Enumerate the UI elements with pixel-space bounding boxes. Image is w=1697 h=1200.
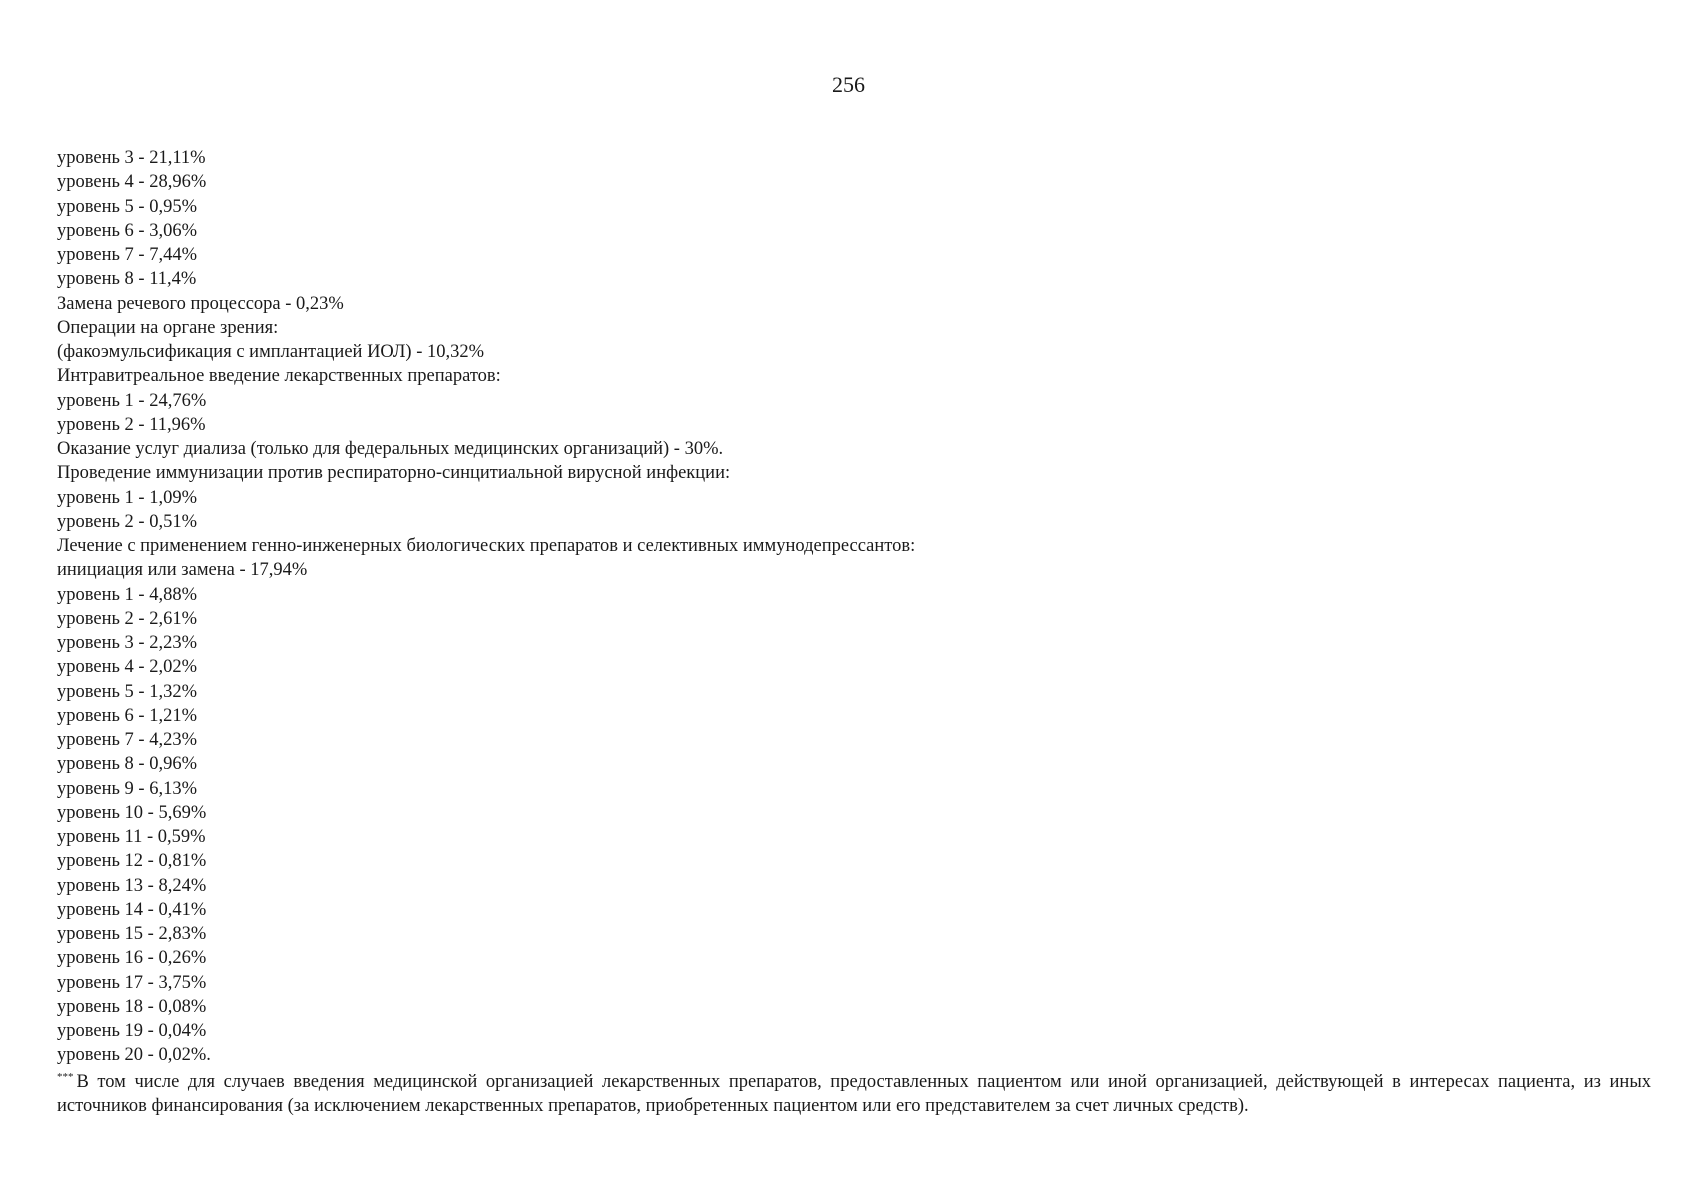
text-line: уровень 5 - 1,32% bbox=[57, 681, 197, 702]
text-line: уровень 16 - 0,26% bbox=[57, 948, 207, 969]
text-line: инициация или замена - 17,94% bbox=[57, 560, 308, 581]
text-line: уровень 4 - 28,96% bbox=[57, 172, 207, 193]
page-number: 256 bbox=[832, 72, 865, 97]
text-line: Оказание услуг диализа (только для федеральных медицинских организаций) - 30%. bbox=[57, 439, 724, 459]
text-line: уровень 2 - 2,61% bbox=[57, 608, 197, 629]
text-line: Лечение с применением генно-инженерных биологических препаратов и селективных иммунодепрессантов: bbox=[57, 536, 916, 556]
text-line: уровень 2 - 0,51% bbox=[57, 511, 197, 532]
text-line: (факоэмульсификация с имплантацией ИОЛ) - 10,32% bbox=[57, 342, 485, 362]
text-line: уровень 8 - 11,4% bbox=[57, 269, 197, 290]
text-line: уровень 2 - 11,96% bbox=[57, 414, 206, 435]
text-line: уровень 11 - 0,59% bbox=[57, 827, 206, 847]
text-line: уровень 7 - 7,44% bbox=[57, 245, 197, 265]
text-lines bbox=[57, 146, 1651, 1068]
text-line: уровень 3 - 21,11% bbox=[57, 148, 206, 168]
text-line: уровень 1 - 1,09% bbox=[57, 487, 197, 508]
text-line: уровень 6 - 1,21% bbox=[57, 705, 197, 726]
text-line: уровень 7 - 4,23% bbox=[57, 730, 197, 750]
text-line: Замена речевого процессора - 0,23% bbox=[57, 293, 344, 314]
text-line: уровень 13 - 8,24% bbox=[57, 875, 207, 896]
text-line: уровень 1 - 4,88% bbox=[57, 584, 197, 605]
text-line: уровень 4 - 2,02% bbox=[57, 657, 197, 678]
footnote bbox=[57, 1070, 1651, 1119]
text-line: Проведение иммунизации против респираторно-синцитиальной вирусной инфекции: bbox=[57, 463, 731, 484]
text-line: уровень 15 - 2,83% bbox=[57, 924, 207, 944]
document-body bbox=[57, 146, 1651, 1118]
text-line: уровень 10 - 5,69% bbox=[57, 802, 207, 823]
text-line: Операции на органе зрения: bbox=[57, 317, 279, 338]
footnote-marker: *** bbox=[57, 1070, 74, 1083]
text-line: уровень 14 - 0,41% bbox=[57, 899, 207, 920]
text-line: уровень 3 - 2,23% bbox=[57, 633, 197, 653]
text-line: уровень 12 - 0,81% bbox=[57, 851, 207, 872]
text-line: Интравитреальное введение лекарственных препаратов: bbox=[57, 366, 501, 387]
text-line: уровень 6 - 3,06% bbox=[57, 220, 197, 241]
text-line: уровень 1 - 24,76% bbox=[57, 390, 207, 411]
text-line: уровень 17 - 3,75% bbox=[57, 972, 207, 993]
text-line: уровень 20 - 0,02%. bbox=[57, 1045, 211, 1066]
footnote-text: В том числе для случаев введения медицинской организацией лекарственных препаратов, предоставленных пациентом или иной организацией, действующей в интересах пациента, из иных источников финансирования (за исключением лекарственных препаратов, приобретенных пациентом или его представителем за счет личных средств). bbox=[57, 1071, 1651, 1116]
text-line: уровень 8 - 0,96% bbox=[57, 754, 197, 775]
text-line: уровень 9 - 6,13% bbox=[57, 778, 197, 799]
text-line: уровень 18 - 0,08% bbox=[57, 996, 207, 1017]
text-line: уровень 19 - 0,04% bbox=[57, 1021, 207, 1041]
text-line: уровень 5 - 0,95% bbox=[57, 196, 197, 217]
